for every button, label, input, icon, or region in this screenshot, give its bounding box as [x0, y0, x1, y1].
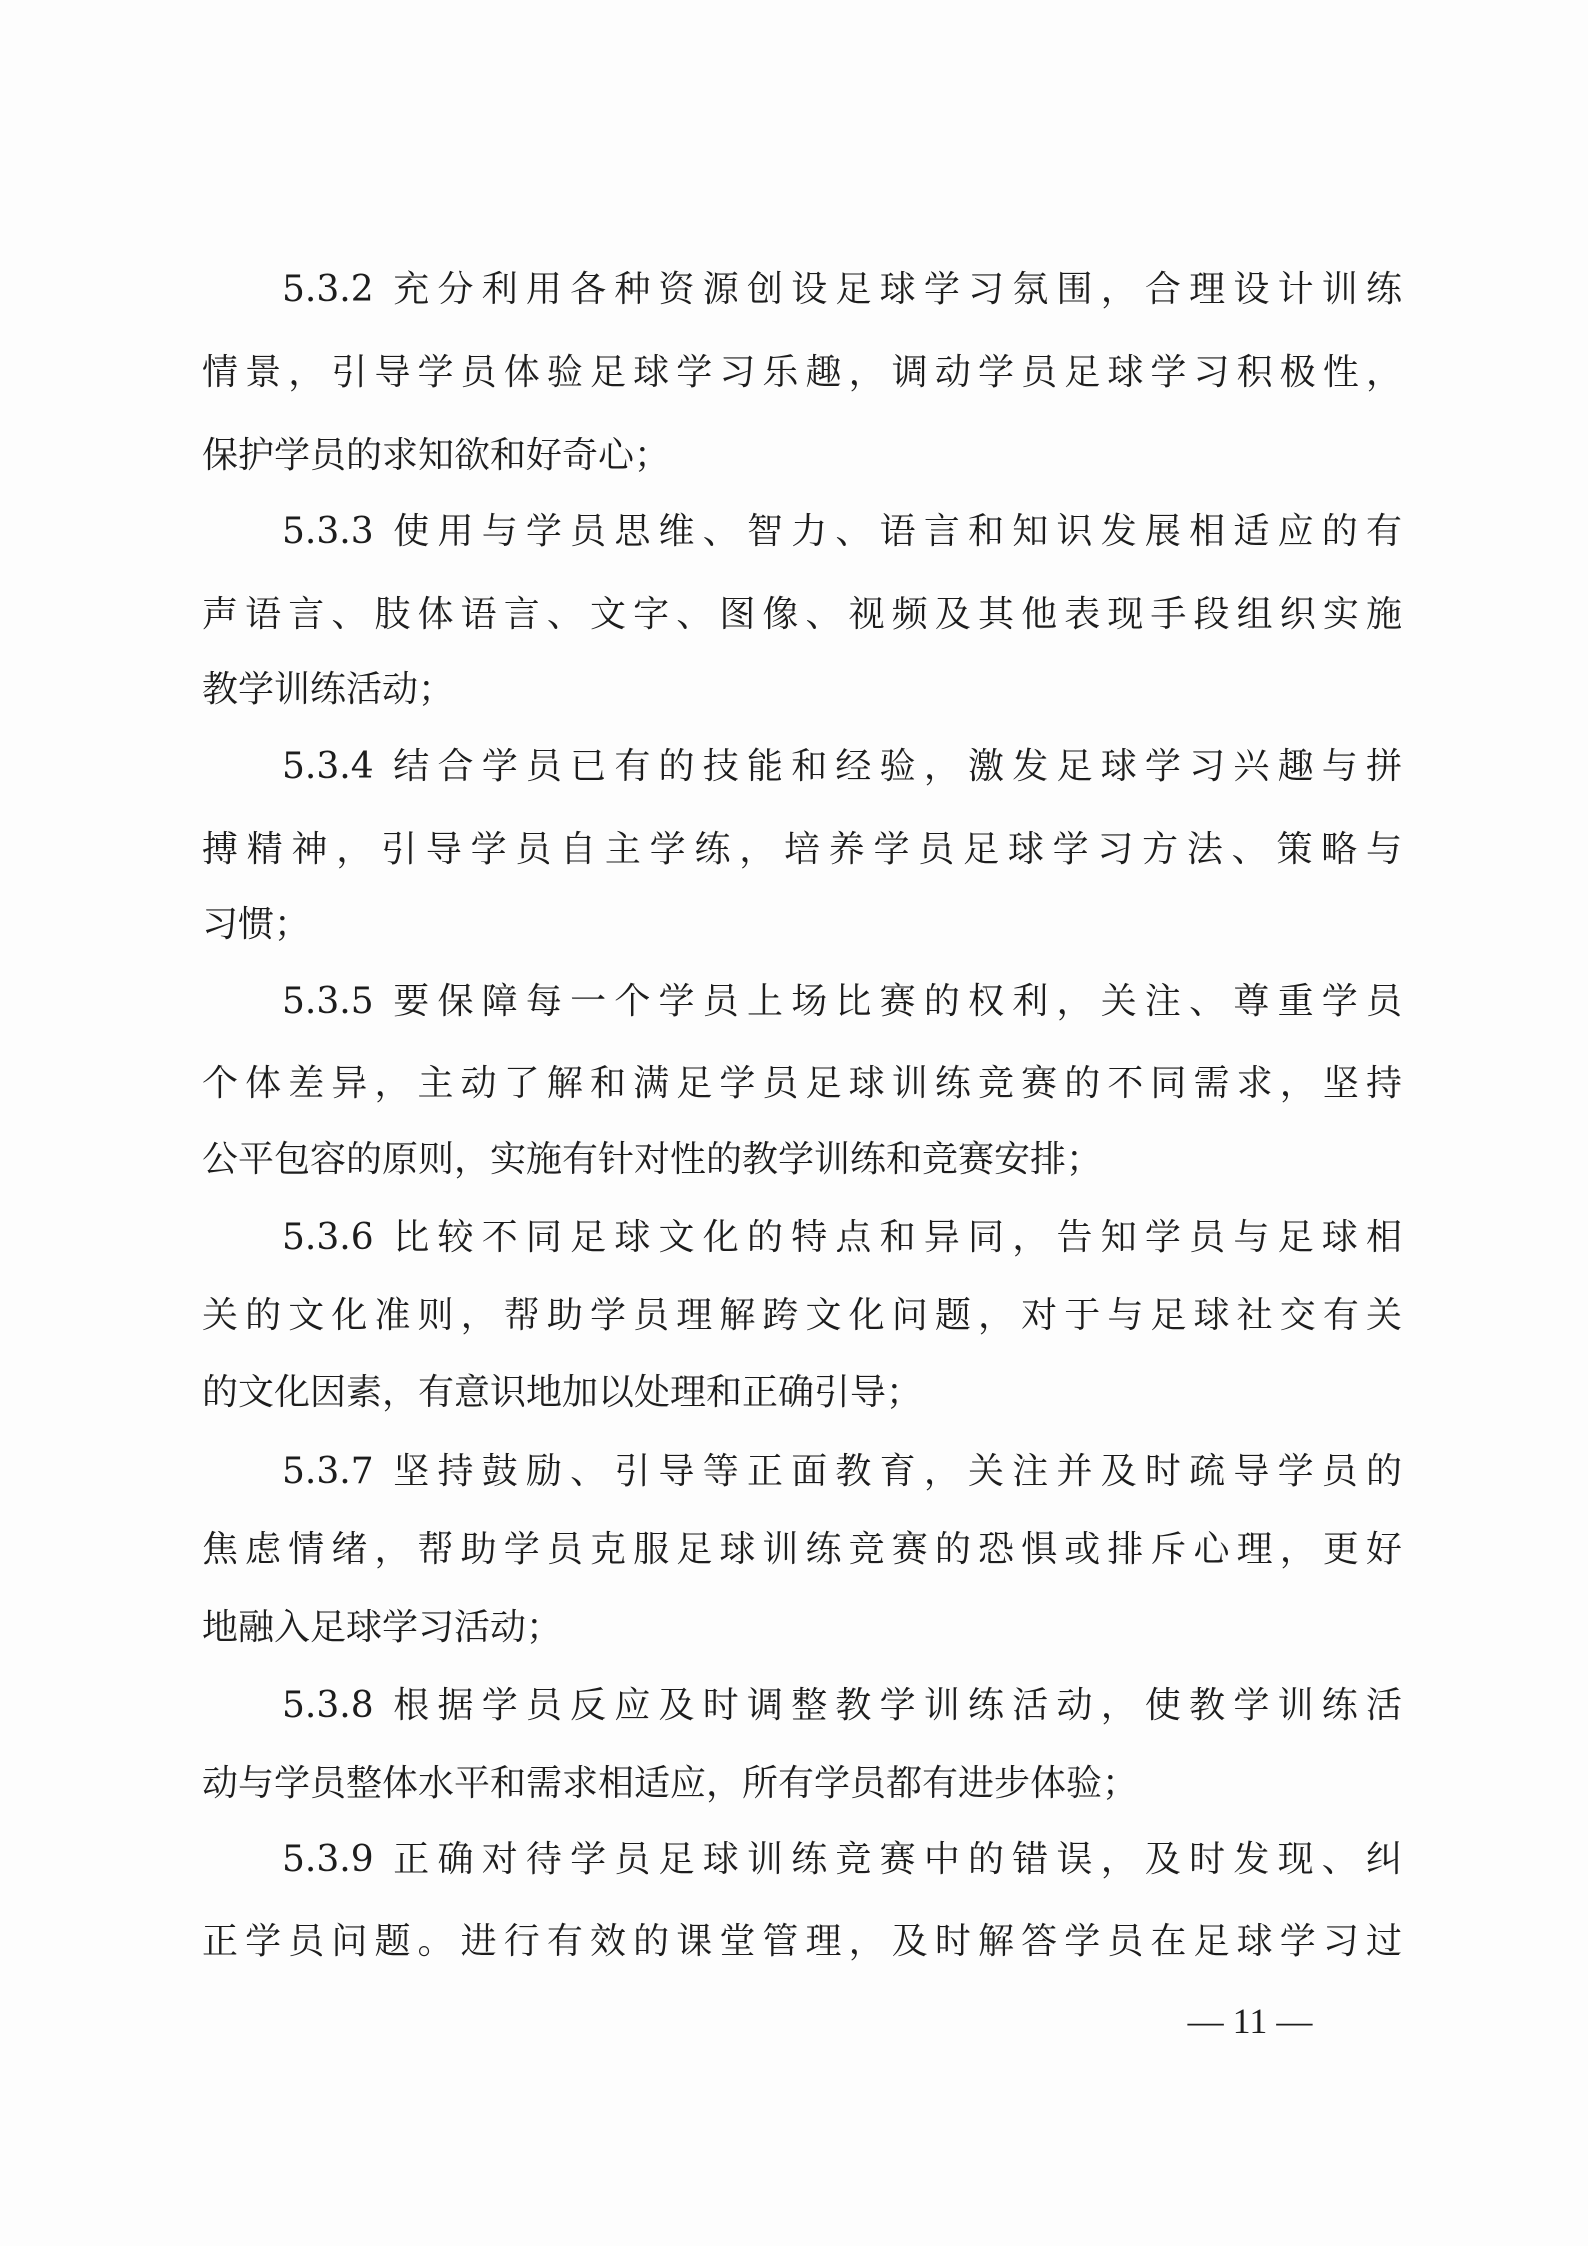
paragraph-5-3-4-line-1: 5.3.4 结合学员已有的技能和经验，激发足球学习兴趣与拼	[282, 746, 1402, 787]
paragraph-5-3-6-line-1: 5.3.6 比较不同足球文化的特点和异同，告知学员与足球相	[282, 1217, 1402, 1258]
paragraph-5-3-7-line-3: 地融入足球学习活动；	[202, 1607, 563, 1648]
paragraph-5-3-7-line-1: 5.3.7 坚持鼓励、引导等正面教育，关注并及时疏导学员的	[282, 1451, 1402, 1492]
paragraph-5-3-3-line-3: 教学训练活动；	[202, 669, 455, 710]
paragraph-5-3-6-line-2: 关的文化准则，帮助学员理解跨文化问题，对于与足球社交有关	[202, 1295, 1402, 1336]
paragraph-5-3-9-line-2: 正学员问题。进行有效的课堂管理，及时解答学员在足球学习过	[202, 1921, 1402, 1962]
paragraph-5-3-6-line-3: 的文化因素，有意识地加以处理和正确引导；	[202, 1372, 923, 1413]
page-number: — 11 —	[1187, 2001, 1313, 2041]
paragraph-5-3-4-line-2: 搏精神，引导学员自主学练，培养学员足球学习方法、策略与	[202, 829, 1402, 870]
paragraph-5-3-3-line-2: 声语言、肢体语言、文字、图像、视频及其他表现手段组织实施	[202, 594, 1402, 635]
paragraph-5-3-5-line-3: 公平包容的原则，实施有针对性的教学训练和竞赛安排；	[202, 1139, 1103, 1180]
paragraph-5-3-9-line-1: 5.3.9 正确对待学员足球训练竞赛中的错误，及时发现、纠	[282, 1839, 1402, 1880]
paragraph-5-3-5-line-2: 个体差异，主动了解和满足学员足球训练竞赛的不同需求，坚持	[202, 1063, 1402, 1104]
paragraph-5-3-3-line-1: 5.3.3 使用与学员思维、智力、语言和知识发展相适应的有	[282, 511, 1402, 552]
paragraph-5-3-7-line-2: 焦虑情绪，帮助学员克服足球训练竞赛的恐惧或排斥心理，更好	[202, 1529, 1402, 1570]
paragraph-5-3-2-line-3: 保护学员的求知欲和好奇心；	[202, 435, 671, 476]
paragraph-5-3-5-line-1: 5.3.5 要保障每一个学员上场比赛的权利，关注、尊重学员	[282, 981, 1402, 1022]
paragraph-5-3-2-line-2: 情景，引导学员体验足球学习乐趣，调动学员足球学习积极性，	[202, 352, 1402, 393]
paragraph-5-3-8-line-2: 动与学员整体水平和需求相适应，所有学员都有进步体验；	[202, 1763, 1139, 1804]
paragraph-5-3-4-line-3: 习惯；	[202, 904, 311, 945]
paragraph-5-3-8-line-1: 5.3.8 根据学员反应及时调整教学训练活动，使教学训练活	[282, 1685, 1402, 1726]
paragraph-5-3-2-line-1: 5.3.2 充分利用各种资源创设足球学习氛围，合理设计训练	[282, 269, 1402, 310]
